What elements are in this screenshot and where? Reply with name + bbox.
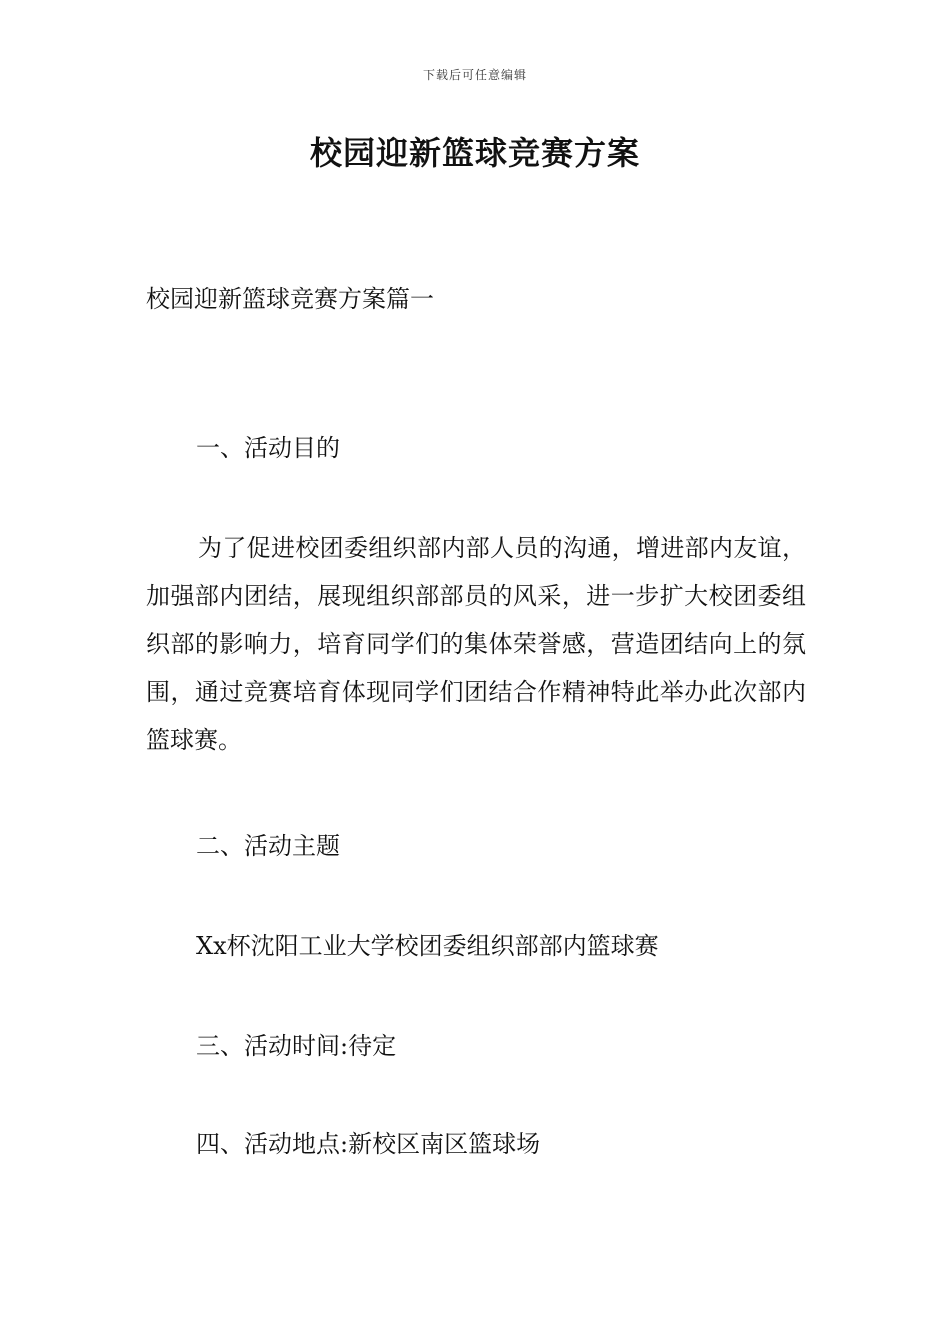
document-title: 校园迎新篮球竞赛方案 <box>309 134 640 172</box>
theme-body: Xx杯沈阳工业大学校团委组织部部内篮球赛 <box>196 932 659 960</box>
purpose-paragraph: 为了促进校团委组织部内部人员的沟通，增进部内友谊，加强部内团结，展现组织部部员的风采，进一步扩大校团委组织部的影响力，培育同学们的集体荣誉感，营造团结向上的氛围，通过竞赛培育体现同学们团结合作精神特此举办此次部内篮球赛。 <box>146 534 806 754</box>
theme-heading: 二、活动主题 <box>196 832 340 860</box>
header-note: 下载后可任意编辑 <box>422 68 527 82</box>
time-line: 三、活动时间:待定 <box>196 1032 397 1060</box>
purpose-heading: 一、活动目的 <box>196 434 340 462</box>
section-subtitle: 校园迎新篮球竞赛方案篇一 <box>146 285 434 313</box>
location-line: 四、活动地点:新校区南区篮球场 <box>196 1130 541 1158</box>
